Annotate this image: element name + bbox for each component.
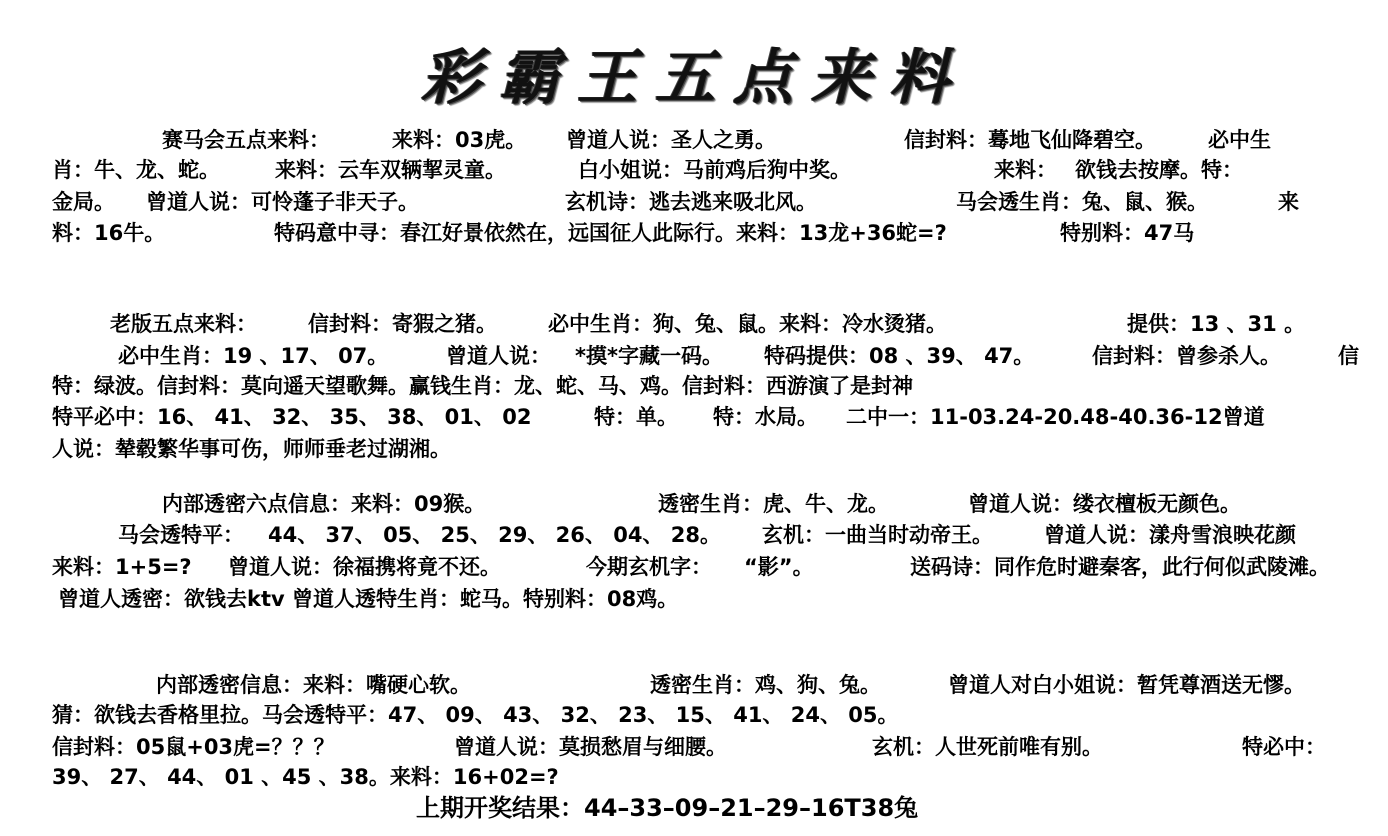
text-segment: 曾道人说：缕衣檀板无颜色。	[968, 492, 1241, 516]
last-draw-result-text: 上期开奖结果：44–33–09–21–29–16T38兔	[416, 794, 919, 822]
text-line	[0, 520, 1388, 550]
text-segment: 曾道人说：	[446, 344, 551, 368]
text-segment: 马会透特平：	[118, 523, 244, 547]
page-title: 彩霸王五点来料	[421, 43, 967, 113]
text-segment: 马会透生肖：兔、鼠、猴。	[956, 190, 1208, 214]
text-segment: 曾道人说：莫损愁眉与细腰。	[454, 735, 727, 759]
text-segment: 特别料：47马	[1060, 221, 1195, 245]
text-segment: 赛马会五点来料：	[162, 128, 330, 152]
text-segment: 曾道人说：圣人之勇。	[566, 128, 776, 152]
text-segment: 欲钱去按摩。特：	[1075, 158, 1243, 182]
text-line	[0, 218, 1388, 248]
text-line	[0, 732, 1388, 762]
text-segment: 必中生肖：狗、兔、鼠。来料：冷水烫猪。	[548, 312, 947, 336]
text-segment: 送码诗：同作危时避秦客，此行何似武陵滩。	[910, 555, 1330, 579]
text-segment: 肖：牛、龙、蛇。	[52, 158, 220, 182]
text-segment: 来	[1278, 190, 1299, 214]
text-segment: 必中生肖：19 、17、 07。	[118, 344, 389, 368]
text-line	[0, 670, 1388, 700]
text-segment: *摸*字藏一码。	[575, 344, 723, 368]
text-segment: 二中一：11-03.24-20.48-40.36-12曾道	[846, 405, 1265, 429]
text-segment: 特：单。	[594, 405, 678, 429]
last-draw-result	[0, 790, 1388, 826]
text-line	[0, 762, 1388, 792]
text-line	[0, 700, 1388, 730]
text-segment: 特必中：	[1242, 735, 1326, 759]
text-line	[0, 309, 1388, 339]
text-segment: 金局。	[52, 190, 115, 214]
text-line	[0, 371, 1388, 401]
text-segment: 曾道人说：可怜蓬子非天子。	[146, 190, 419, 214]
text-line	[0, 489, 1388, 519]
text-segment: 来料：云车双辆挈灵童。	[275, 158, 506, 182]
text-segment: 玄机诗：逃去逃来吸北风。	[565, 190, 817, 214]
text-segment: 特码提供：08 、39、 47。	[764, 344, 1035, 368]
text-segment: 玄机：一曲当时动帝王。	[762, 523, 993, 547]
text-segment: 39、 27、 44、 01 、45 、38。来料：16+02=?	[52, 765, 559, 789]
text-line	[0, 434, 1388, 464]
text-segment: 来料：03虎。	[392, 128, 527, 152]
text-segment: 内部透密六点信息：来料：09猴。	[162, 492, 486, 516]
text-segment: 来料：1+5=?	[52, 555, 192, 579]
text-segment: 猜：欲钱去香格里拉。马会透特平：47、 09、 43、 32、 23、 15、 41、 24、 05。	[52, 703, 899, 727]
text-segment: 信封料：曾参杀人。	[1092, 344, 1281, 368]
text-line	[0, 552, 1388, 582]
text-line	[0, 402, 1388, 432]
text-segment: 特码意中寻：春江好景依然在，远国征人此际行。来料：13龙+36蛇=?	[274, 221, 947, 245]
text-segment: 信封料：寄猳之猪。	[308, 312, 497, 336]
text-line	[0, 155, 1388, 185]
text-segment: 老版五点来料：	[110, 312, 257, 336]
text-segment: 来料：	[994, 158, 1057, 182]
text-line	[0, 187, 1388, 217]
text-segment: “影”。	[744, 555, 814, 579]
text-segment: 透密生肖：虎、牛、龙。	[658, 492, 889, 516]
text-segment: 曾道人说：徐福携将竟不还。	[228, 555, 501, 579]
text-segment: 白小姐说：马前鸡后狗中奖。	[578, 158, 851, 182]
text-segment: 必中生	[1208, 128, 1271, 152]
text-segment: 特：绿波。信封料：莫向遥天望歌舞。赢钱生肖：龙、蛇、马、鸡。信封料：西游演了是封神	[52, 374, 913, 398]
text-segment: 内部透密信息：来料：嘴硬心软。	[156, 673, 471, 697]
text-segment: 今期玄机字：	[586, 555, 712, 579]
text-segment: 玄机：人世死前唯有别。	[872, 735, 1103, 759]
text-segment: 特：水局。	[713, 405, 818, 429]
text-segment: 曾道人透密：欲钱去ktv 曾道人透特生肖：蛇马。特别料：08鸡。	[58, 587, 679, 611]
text-segment: 曾道人对白小姐说：暂凭尊酒送无憀。	[948, 673, 1305, 697]
text-segment: 人说：辇毂繁华事可伤，师师垂老过湖湘。	[52, 437, 451, 461]
text-line	[0, 125, 1388, 155]
text-segment: 曾道人说：漾舟雪浪映花颜	[1044, 523, 1296, 547]
text-segment: 提供：13 、31 。	[1127, 312, 1306, 336]
text-segment: 信封料：蓦地飞仙降碧空。	[904, 128, 1156, 152]
text-segment: 料：16牛。	[52, 221, 166, 245]
text-segment: 信封料：05鼠+03虎=？？？	[52, 735, 335, 759]
text-segment: 特平必中：16、 41、 32、 35、 38、 01、 02	[52, 405, 532, 429]
text-line	[0, 341, 1388, 371]
text-line	[0, 584, 1388, 614]
text-segment: 透密生肖：鸡、狗、兔。	[650, 673, 881, 697]
text-segment: 44、 37、 05、 25、 29、 26、 04、 28。	[268, 523, 721, 547]
text-segment: 信	[1338, 344, 1359, 368]
